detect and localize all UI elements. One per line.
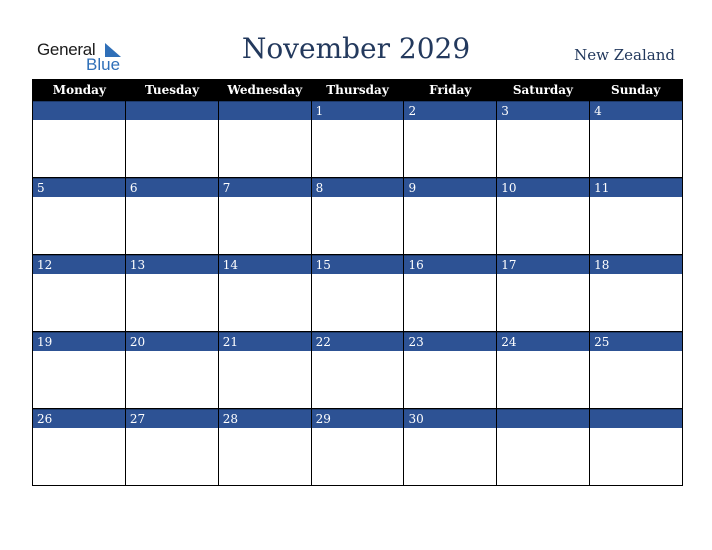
day-number: 16 <box>404 255 496 274</box>
day-cell[interactable] <box>126 101 219 178</box>
day-cell[interactable] <box>590 101 682 178</box>
day-number: 3 <box>497 101 589 120</box>
day-number <box>219 101 311 120</box>
week-row <box>33 409 682 486</box>
day-cell[interactable] <box>312 178 405 255</box>
day-number: 24 <box>497 332 589 351</box>
day-number: 1 <box>312 101 404 120</box>
day-number: 26 <box>33 409 125 428</box>
weekday-header-row <box>33 79 682 101</box>
day-cell[interactable] <box>590 409 682 486</box>
day-number: 12 <box>33 255 125 274</box>
day-number: 8 <box>312 178 404 197</box>
day-number: 5 <box>33 178 125 197</box>
day-number: 11 <box>590 178 682 197</box>
week-row <box>33 101 682 178</box>
weekday-saturday: Saturday <box>512 83 574 97</box>
weekday-wednesday: Wednesday <box>227 83 303 97</box>
day-cell[interactable] <box>404 178 497 255</box>
day-number: 7 <box>219 178 311 197</box>
weekday-friday: Friday <box>429 83 472 97</box>
day-number: 6 <box>126 178 218 197</box>
weekday-tuesday: Tuesday <box>145 83 200 97</box>
day-cell[interactable] <box>404 409 497 486</box>
day-number: 22 <box>312 332 404 351</box>
day-cell[interactable] <box>126 178 219 255</box>
day-cell[interactable] <box>33 332 126 409</box>
day-number: 18 <box>590 255 682 274</box>
day-cell[interactable] <box>404 101 497 178</box>
day-cell[interactable] <box>590 332 682 409</box>
day-number <box>126 101 218 120</box>
calendar-grid <box>32 79 683 486</box>
day-number: 20 <box>126 332 218 351</box>
day-cell[interactable] <box>219 178 312 255</box>
day-cell[interactable] <box>33 255 126 332</box>
day-cell[interactable] <box>219 255 312 332</box>
day-number: 27 <box>126 409 218 428</box>
day-number <box>497 409 589 428</box>
region-label: New Zealand <box>574 46 675 64</box>
logo-general-text: General <box>37 40 96 59</box>
day-number: 13 <box>126 255 218 274</box>
page-title: November 2029 <box>241 32 471 65</box>
day-cell[interactable] <box>590 255 682 332</box>
day-number: 4 <box>590 101 682 120</box>
weeks-container <box>33 101 682 486</box>
day-cell[interactable] <box>33 178 126 255</box>
day-number <box>590 409 682 428</box>
day-cell[interactable] <box>126 409 219 486</box>
day-cell[interactable] <box>126 255 219 332</box>
day-cell[interactable] <box>33 409 126 486</box>
day-number: 14 <box>219 255 311 274</box>
day-number: 30 <box>404 409 496 428</box>
day-cell[interactable] <box>219 332 312 409</box>
week-row <box>33 332 682 409</box>
day-cell[interactable] <box>404 332 497 409</box>
week-row <box>33 255 682 332</box>
weekday-monday: Monday <box>52 83 106 97</box>
day-number: 23 <box>404 332 496 351</box>
week-row <box>33 178 682 255</box>
day-number: 15 <box>312 255 404 274</box>
day-cell[interactable] <box>590 178 682 255</box>
day-number: 29 <box>312 409 404 428</box>
day-cell[interactable] <box>219 409 312 486</box>
day-number: 21 <box>219 332 311 351</box>
day-number: 17 <box>497 255 589 274</box>
day-cell[interactable] <box>312 332 405 409</box>
day-cell[interactable] <box>497 255 590 332</box>
day-cell[interactable] <box>497 101 590 178</box>
logo-blue-text: Blue <box>86 55 121 74</box>
day-cell[interactable] <box>312 255 405 332</box>
weekday-sunday: Sunday <box>611 83 661 97</box>
day-number: 10 <box>497 178 589 197</box>
day-number <box>33 101 125 120</box>
day-cell[interactable] <box>126 332 219 409</box>
day-cell[interactable] <box>312 409 405 486</box>
day-number: 19 <box>33 332 125 351</box>
day-cell[interactable] <box>33 101 126 178</box>
day-cell[interactable] <box>497 409 590 486</box>
day-cell[interactable] <box>219 101 312 178</box>
day-number: 25 <box>590 332 682 351</box>
day-cell[interactable] <box>312 101 405 178</box>
day-cell[interactable] <box>497 178 590 255</box>
day-cell[interactable] <box>404 255 497 332</box>
day-number: 9 <box>404 178 496 197</box>
day-cell[interactable] <box>497 332 590 409</box>
weekday-thursday: Thursday <box>326 83 389 97</box>
day-number: 28 <box>219 409 311 428</box>
day-number: 2 <box>404 101 496 120</box>
